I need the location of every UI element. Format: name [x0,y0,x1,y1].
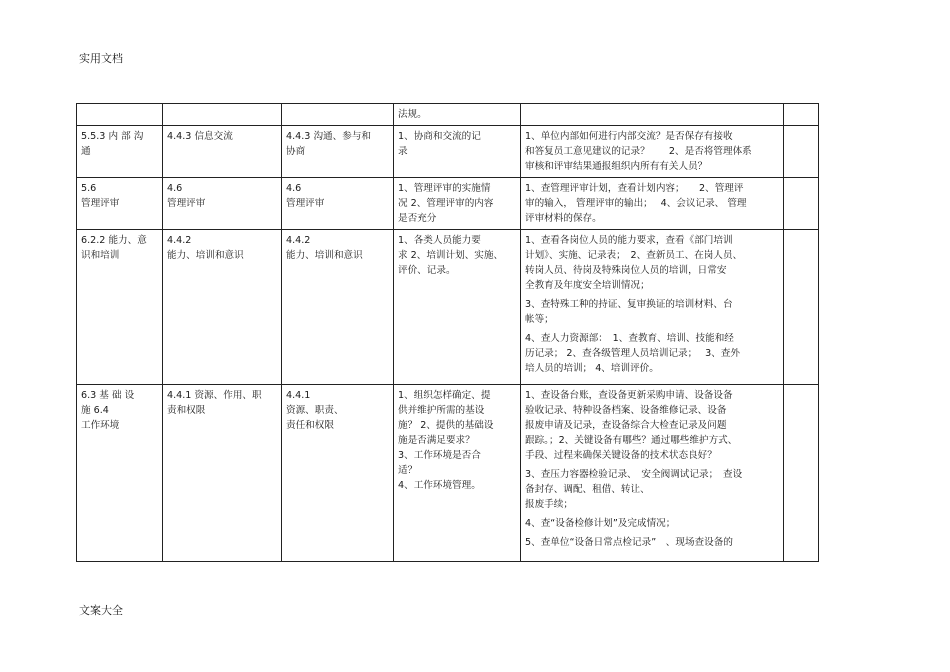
standard-clause-cell [163,230,282,385]
cell-text-line: 3、查特殊工种的持证、复审换证的培训材料、台 [525,299,733,310]
cell-text-line: 6.3 基 础 设 [81,390,135,401]
standard-clause-cell [163,178,282,230]
cell-text-line: 5、查单位“设备日常点检记录” 、现场查设备的 [525,537,733,548]
cell-text-line: 评价、记录。 [398,265,456,276]
clause-cell [77,104,163,126]
cell-text-line: 1、查设备台账，查设备更新采购申请、设备设备 [525,390,733,401]
clause-cell [77,230,163,385]
cell-text-line: 是否充分 [398,213,437,224]
cell-text-line: 备封存、调配、租借、转让、 [525,484,650,495]
cell-text-line: 4.6 [167,183,183,194]
cell-text-line: 帐等； [525,314,554,325]
cell-text-line: 4.4.2 [167,235,192,246]
cell-text-line: 历记录； 2、查各级管理人员培训记录； 3、查外 [525,348,740,359]
related-clause-cell [282,178,394,230]
cell-text-line: 计划》、实施、记录表； 2、查新员工、在岗人员、 [525,250,743,261]
cell-text-line: 验收记录、特种设备档案、设备维修记录、设备 [525,405,727,416]
cell-text-line: 全教育及年度安全培训情况； [525,280,650,291]
cell-text-line: 能力、培训和意识 [167,250,244,261]
cell-text-line: 报废申请及记录，查设备综合大检查记录及问题 [525,420,727,431]
cell-text-line: 和答复员工意见建议的记录？ 2、是否将管理体系 [525,146,752,157]
cell-text-line: 录 [398,146,408,157]
related-clause-cell [282,126,394,178]
audit-focus-cell [394,178,521,230]
cell-text-line: 转岗人员、待岗及特殊岗位人员的培训，日常安 [525,265,727,276]
cell-text-line: 4、查“设备检修计划”及完成情况； [525,518,676,529]
table-row [77,104,819,126]
audit-method-cell [521,104,784,126]
cell-text-line: 6.2.2 能力、意 [81,235,147,246]
page-header-label: 实用文档 [79,52,123,65]
clause-cell [77,126,163,178]
cell-text-line: 1、查管理评审计划，查看计划内容； 2、管理评 [525,183,744,194]
related-clause-cell [282,385,394,562]
audit-focus-cell [394,104,521,126]
remarks-cell [784,104,819,126]
cell-text-line: 施是否满足要求？ [398,435,475,446]
related-clause-cell [282,104,394,126]
cell-text-line: 1、管理评审的实施情 [398,183,491,194]
page-footer-label: 文案大全 [79,604,123,617]
audit-focus-cell [394,385,521,562]
cell-text-line: 况 2、管理评审的内容 [398,198,494,209]
cell-text-line: 1、各类人员能力要 [398,235,481,246]
standard-clause-cell [163,385,282,562]
cell-text-line: 管理评审 [167,198,206,209]
cell-text-line: 4.4.1 资源、作用、职 [167,390,262,401]
cell-text-line: 3、查压力容器检验记录、 安全阀调试记录； 查设 [525,469,743,480]
audit-focus-cell [394,230,521,385]
cell-text-line: 手段、过程来确保关键设备的技术状态良好？ [525,450,717,461]
standard-clause-cell [163,126,282,178]
cell-text-line: 工作环境 [81,420,120,431]
audit-method-cell [521,230,784,385]
clause-cell [77,385,163,562]
cell-text-line: 4、工作环境管理。 [398,480,481,491]
cell-text-line: 4.6 [286,183,302,194]
cell-text-line: 资源、职责、 [286,405,344,416]
cell-text-line: 4.4.3 沟通、参与和 [286,131,372,142]
audit-table-body [77,104,819,562]
cell-text-line: 5.6 [81,183,97,194]
cell-text-line: 识和培训 [81,250,120,261]
cell-text-line: 3、工作环境是否合 [398,450,481,461]
cell-text-line: 4.4.3 信息交流 [167,131,233,142]
cell-text-line: 协商 [286,146,306,157]
clause-cell [77,178,163,230]
standard-clause-cell [163,104,282,126]
remarks-cell [784,178,819,230]
cell-text-line: 责任和权限 [286,420,334,431]
table-row [77,230,819,385]
cell-text-line: 求 2、培训计划、实施、 [398,250,504,261]
remarks-cell [784,126,819,178]
cell-text-line: 1、协商和交流的记 [398,131,481,142]
cell-text-line: 管理评审 [286,198,325,209]
cell-text-line: 1、单位内部如何进行内部交流？是否保存有接收 [525,131,733,142]
audit-method-cell [521,126,784,178]
cell-text-line: 责和权限 [167,405,206,416]
audit-method-cell [521,385,784,562]
related-clause-cell [282,230,394,385]
cell-text-line: 报废手续； [525,499,573,510]
audit-focus-cell [394,126,521,178]
cell-text-line: 管理评审 [81,198,120,209]
cell-text-line: 通 [81,146,91,157]
audit-method-cell [521,178,784,230]
cell-text-line: 供并维护所需的基设 [398,405,485,416]
cell-text-line: 4.4.1 [286,390,311,401]
cell-text-line: 审的输入， 管理评审的输出； 4、会议记录、 管理 [525,198,747,209]
cell-text-line: 评审材料的保存。 [525,213,602,224]
cell-text-line: 培人员的培训； 4、培训评价。 [525,363,659,374]
audit-checklist-table [76,103,819,562]
cell-text-line: 施？ 2、提供的基础设 [398,420,494,431]
cell-text-line: 适？ [398,465,418,476]
cell-text-line: 施 6.4 [81,405,109,416]
table-row [77,126,819,178]
cell-text-line: 4、查人力资源部： 1、查教育、培训、技能和经 [525,333,734,344]
cell-text-line: 5.5.3 内 部 沟 [81,131,144,142]
cell-text-line: 1、组织怎样确定、提 [398,390,491,401]
remarks-cell [784,230,819,385]
cell-text-line: 4.4.2 [286,235,311,246]
table-row [77,385,819,562]
cell-text-line: 跟踪。；2、关键设备有哪些？通过哪些维护方式、 [525,435,738,446]
cell-text-line: 1、查看各岗位人员的能力要求，查看《部门培训 [525,235,733,246]
table-row [77,178,819,230]
remarks-cell [784,385,819,562]
cell-text-line: 审核和评审结果通报组织内所有有关人员？ [525,161,708,172]
cell-text-line: 法规。 [398,109,427,120]
cell-text-line: 能力、培训和意识 [286,250,363,261]
